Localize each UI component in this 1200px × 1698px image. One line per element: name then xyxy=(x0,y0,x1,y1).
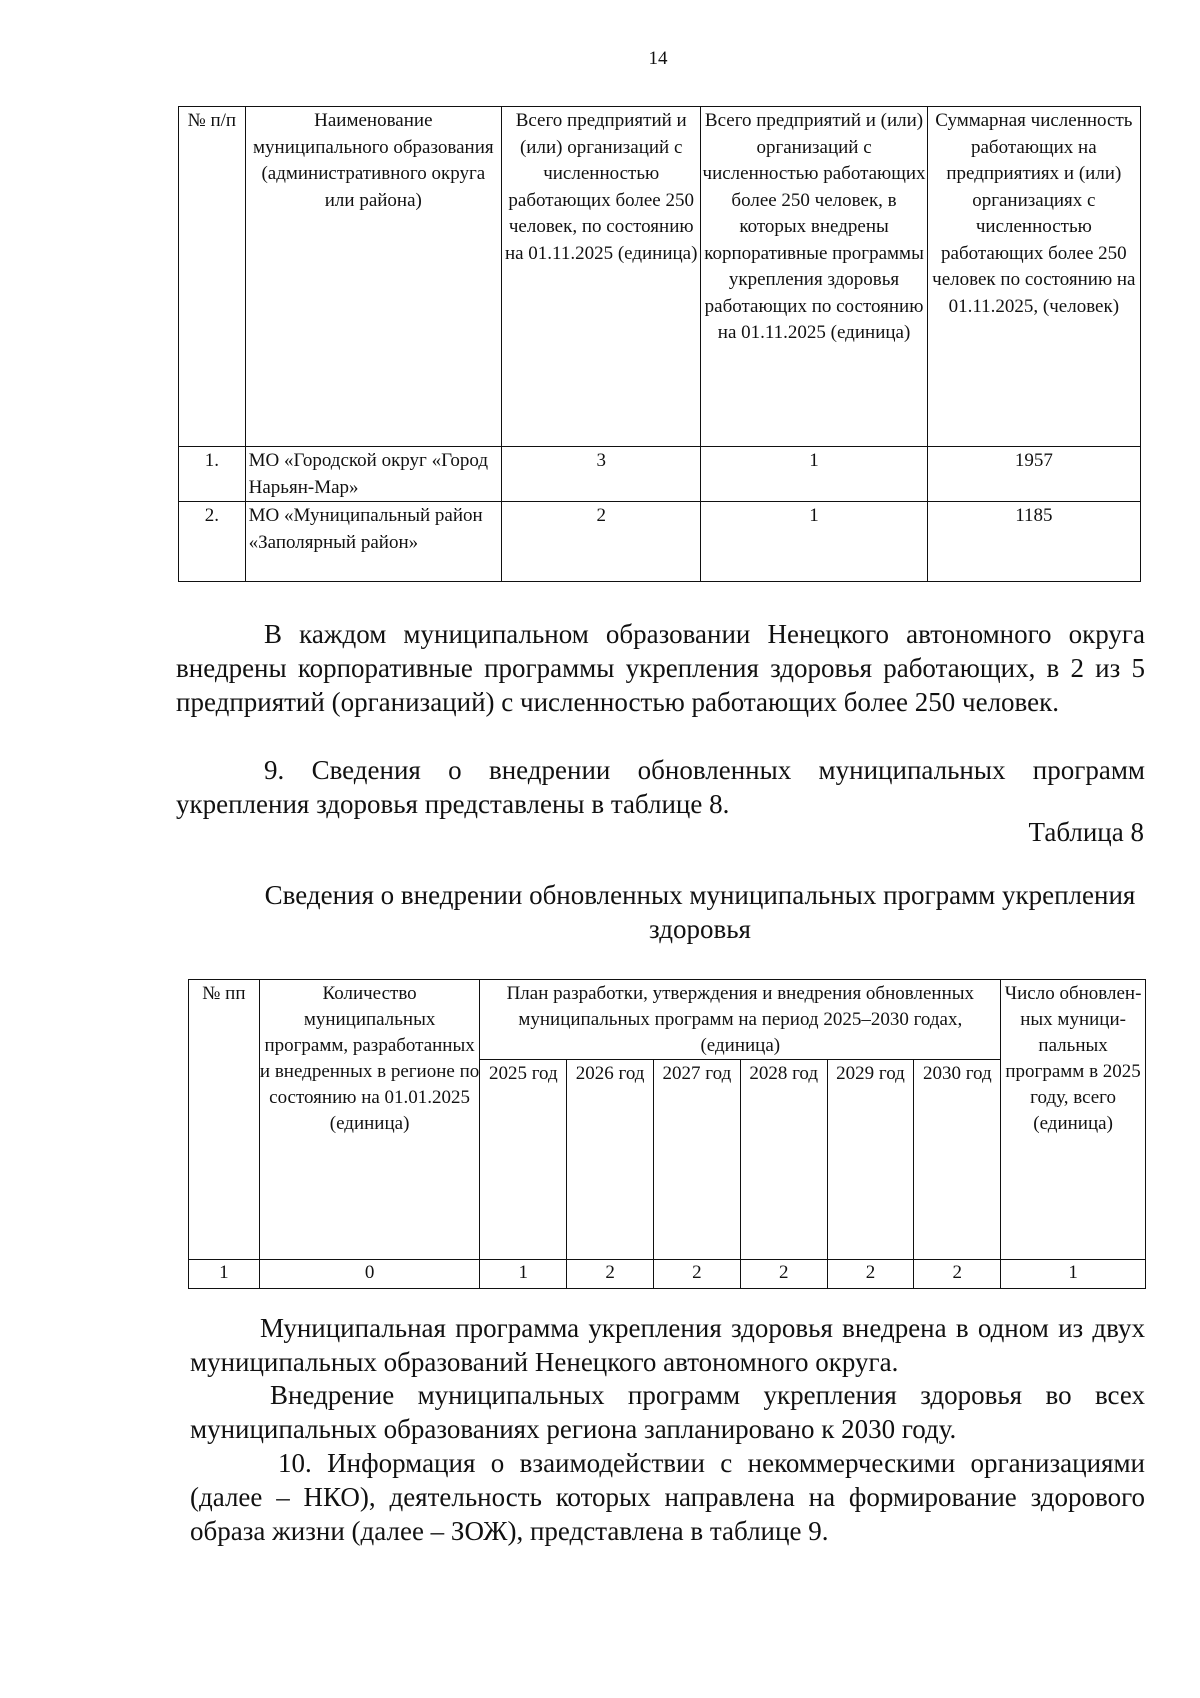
header-year: 2025 год xyxy=(480,1060,567,1260)
municipal-programs-table xyxy=(188,979,1146,1289)
row-num: 2. xyxy=(179,502,246,582)
row-updated-programs-total: 1 xyxy=(1001,1260,1146,1289)
row-year-value: 2 xyxy=(567,1260,654,1289)
row-year-value: 2 xyxy=(740,1260,827,1289)
row-year-value: 2 xyxy=(827,1260,914,1289)
header-year: 2028 год xyxy=(740,1060,827,1260)
row-year-value: 2 xyxy=(914,1260,1001,1289)
row-total-enterprises: 2 xyxy=(502,502,701,582)
header-enterprises-with-programs: Всего предприятий и (или) организаций с численностью работающих более 250 человек, в которых внедрены корпоративные программы укрепления здоровья работающих по состоянию на 01.11.2025 (единица) xyxy=(701,107,927,447)
header-year: 2029 год xyxy=(827,1060,914,1260)
header-num: № пп xyxy=(189,980,260,1260)
paragraph-section-10: 10. Информация о взаимодействии с некоммерческими организациями (далее – НКО), деятельность которых направлена на формирование здорового образа жизни (далее – ЗОЖ), представлена в таблице 9. xyxy=(190,1448,1145,1546)
row-total-workers: 1957 xyxy=(927,447,1140,502)
row-total-enterprises: 3 xyxy=(502,447,701,502)
header-year: 2030 год xyxy=(914,1060,1001,1260)
row-municipality: МО «Городской округ «Город Нарьян-Мар» xyxy=(245,447,501,502)
paragraph-section-9: 9. Сведения о внедрении обновленных муниципальных программ укрепления здоровья представлены в таблице 8. xyxy=(176,755,1145,819)
paragraph-planned-2030: Внедрение муниципальных программ укрепления здоровья во всех муниципальных образованиях региона запланировано к 2030 году. xyxy=(190,1380,1145,1444)
header-municipality: Наименование муниципального образования (административного округа или района) xyxy=(245,107,501,447)
row-year-value: 2 xyxy=(654,1260,741,1289)
table-header-row xyxy=(179,107,1141,447)
header-plan: План разработки, утверждения и внедрения обновленных муниципальных программ на период 2025–2030 годах, (единица) xyxy=(480,980,1001,1060)
page-number: 14 xyxy=(648,48,668,69)
row-enterprises-with-programs: 1 xyxy=(701,447,927,502)
row-total-workers: 1185 xyxy=(927,502,1140,582)
header-num: № п/п xyxy=(179,107,246,447)
row-enterprises-with-programs: 1 xyxy=(701,502,927,582)
table-label: Таблица 8 xyxy=(1028,817,1144,847)
enterprises-table xyxy=(178,106,1141,582)
row-programs-count: 0 xyxy=(259,1260,480,1289)
header-updated-programs-total: Число обновлен- ных муници- пальных программ в 2025 году, всего (единица) xyxy=(1001,980,1146,1260)
table-row xyxy=(179,447,1141,502)
row-year-value: 1 xyxy=(480,1260,567,1289)
header-year: 2027 год xyxy=(654,1060,741,1260)
paragraph-corporate-programs: В каждом муниципальном образовании Ненецкого автономного округа внедрены корпоративные программы укрепления здоровья работающих, в 2 из 5 предприятий (организаций) с численностью работающих более 250 человек. xyxy=(176,619,1145,717)
table-row xyxy=(179,502,1141,582)
table-header-row xyxy=(189,980,1146,1060)
header-total-enterprises: Всего предприятий и (или) организаций с численностью работающих более 250 человек, по состоянию на 01.11.2025 (единица) xyxy=(502,107,701,447)
header-year: 2026 год xyxy=(567,1060,654,1260)
table-row xyxy=(189,1260,1146,1289)
row-municipality: МО «Муниципальный район «Заполярный район» xyxy=(245,502,501,582)
row-num: 1. xyxy=(179,447,246,502)
paragraph-program-implemented: Муниципальная программа укрепления здоровья внедрена в одном из двух муниципальных образований Ненецкого автономного округа. xyxy=(190,1313,1145,1377)
header-total-workers: Суммарная численность работающих на предприятиях и (или) организациях с численностью работающих более 250 человек по состоянию на 01.11.2025, (человек) xyxy=(927,107,1140,447)
table-title: Сведения о внедрении обновленных муниципальных программ укрепления здоровья xyxy=(264,880,1136,944)
header-programs-count: Количество муниципальных программ, разработанных и внедренных в регионе по состоянию на 01.01.2025 (единица) xyxy=(259,980,480,1260)
row-num: 1 xyxy=(189,1260,260,1289)
